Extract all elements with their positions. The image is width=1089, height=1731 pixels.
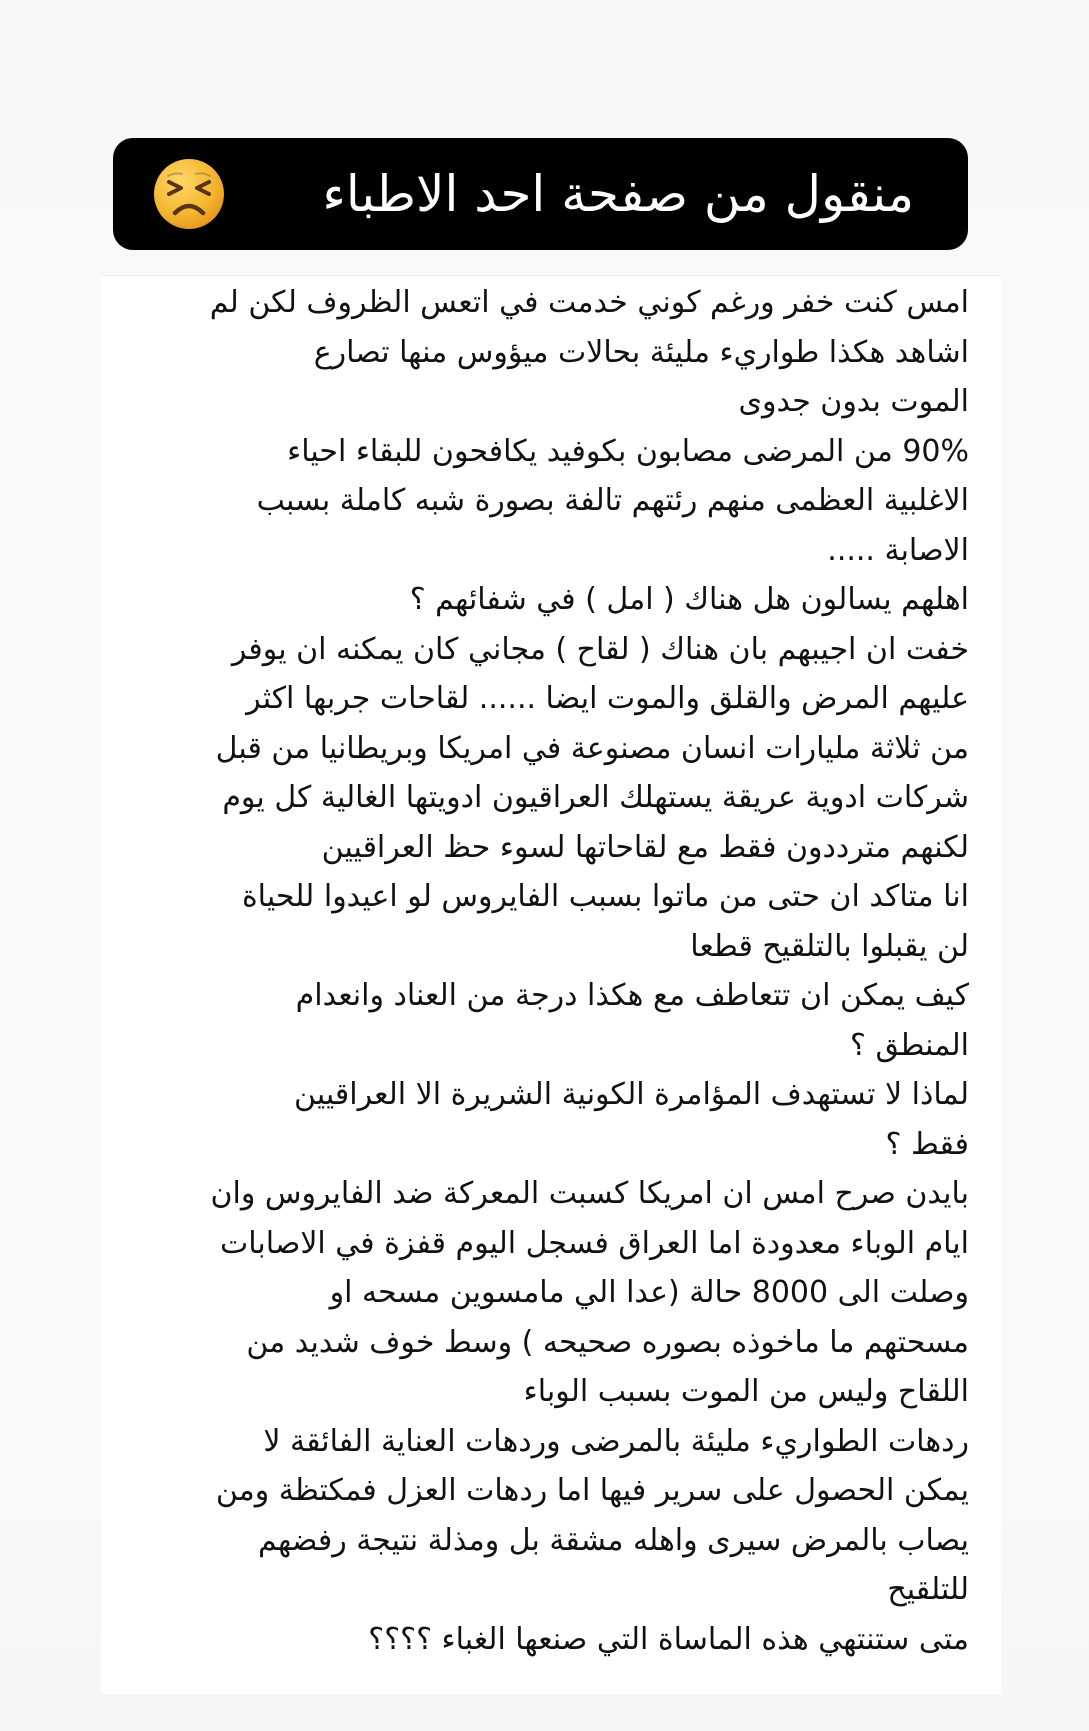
- post-text-card: [101, 275, 1001, 1694]
- post-line: يمكن الحصول على سرير فيها اما ردهات العزل فمكتظة ومن: [215, 1473, 969, 1508]
- post-line: خفت ان اجيبهم بان هناك ( لقاح ) مجاني كان يمكنه ان يوفر: [231, 631, 969, 667]
- post-line: عليهم المرض والقلق والموت ايضا ...... لقاحات جربها اكثر: [246, 681, 969, 716]
- post-line: متى ستنتهي هذه الماساة التي صنعها الغباء ؟؟؟؟: [368, 1621, 969, 1657]
- post-line: من ثلاثة مليارات انسان مصنوعة في امريكا وبريطانيا من قبل: [215, 730, 969, 766]
- post-line: شركات ادوية عريقة يستهلك العراقيون ادويتها الغالية كل يوم: [222, 780, 969, 815]
- post-line: لماذا لا تستهدف المؤامرة الكونية الشريرة الا العراقيين: [293, 1077, 969, 1112]
- post-line: كيف يمكن ان تتعاطف مع هكذا درجة من العناد وانعدام: [295, 978, 969, 1013]
- post-line: اشاهد هكذا طواريء مليئة بحالات ميؤوس منها تصارع: [313, 334, 969, 370]
- post-line: بايدن صرح امس ان امريكا كسبت المعركة ضد الفايروس وان: [210, 1176, 969, 1211]
- post-line: مسحتهم ما ماخوذه بصوره صحيحه ) وسط خوف شديد من: [246, 1324, 969, 1360]
- post-line: الاصابة .....: [827, 532, 969, 568]
- post-line: اللقاح وليس من الموت بسبب الوباء: [523, 1374, 969, 1409]
- post-body: [119, 278, 969, 1664]
- post-line: انا متاكد ان حتى من ماتوا بسبب الفايروس لو اعيدوا للحياة: [241, 879, 969, 914]
- page-title: منقول من صفحة احد الاطباء: [322, 165, 914, 223]
- post-line: اهلهم يسالون هل هناك ( امل ) في شفائهم ؟: [409, 582, 969, 617]
- post-line: لكنهم مترددون فقط مع لقاحاتها لسوء حظ العراقيين: [321, 829, 969, 865]
- post-line: لن يقبلوا بالتلقيح قطعا: [690, 928, 969, 964]
- post-line: امس كنت خفر ورغم كوني خدمت في اتعس الظروف لكن لم: [209, 285, 969, 320]
- post-line: فقط ؟: [885, 1126, 969, 1162]
- post-line: وصلت الى 8000 حالة (عدا الي مامسوين مسحه او: [329, 1275, 969, 1310]
- title-banner: [113, 138, 968, 250]
- post-line: للتلقيح: [887, 1572, 969, 1607]
- post-line: 90% من المرضى مصابون بكوفيد يكافحون للبقاء احياء: [287, 433, 969, 469]
- persevering-face-icon: [151, 156, 227, 232]
- post-line: ايام الوباء معدودة اما العراق فسجل اليوم قفزة في الاصابات: [219, 1225, 969, 1261]
- post-line: يصاب بالمرض سيرى واهله مشقة بل ومذلة نتيجة رفضهم: [258, 1522, 969, 1558]
- post-line: الموت بدون جدوى: [738, 384, 969, 419]
- post-line: المنطق ؟: [850, 1027, 969, 1063]
- post-line: الاغلبية العظمى منهم رئتهم تالفة بصورة شبه كاملة بسبب: [256, 483, 969, 518]
- post-line: ردهات الطواريء مليئة بالمرضى وردهات العناية الفائقة لا: [263, 1423, 969, 1459]
